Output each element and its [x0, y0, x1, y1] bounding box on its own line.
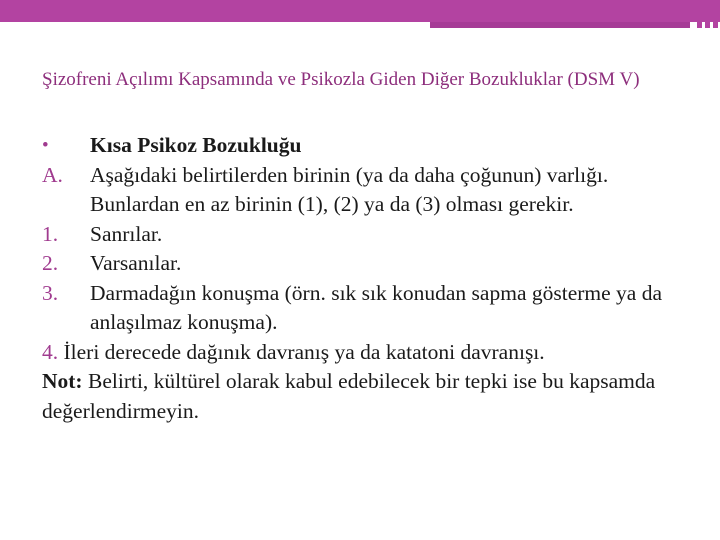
header-stripes — [697, 0, 720, 28]
heading-row — [42, 131, 692, 161]
header-bar-fill — [0, 0, 720, 22]
criterion-a-row — [42, 161, 692, 220]
header-stripe — [713, 0, 718, 28]
list-item-marker: 1. — [42, 221, 59, 246]
slide-title: Şizofreni Açılımı Kapsamında ve Psikozla Giden Diğer Bozukluklar (DSM V) — [42, 69, 640, 90]
list-item — [42, 249, 692, 279]
list-item-text: Varsanılar. — [90, 251, 182, 275]
list-item-text: Darmadağın konuşma (örn. sık sık konudan sapma gösterme ya da anlaşılmaz konuşma). — [90, 280, 663, 334]
list-item — [42, 220, 692, 250]
header-stripe — [705, 0, 710, 28]
bullet-marker: • — [42, 135, 49, 156]
criterion-a-marker: A. — [42, 162, 63, 187]
header-accent-bar — [430, 22, 690, 28]
list-item — [42, 338, 692, 368]
list-item-marker: 4. — [42, 339, 59, 364]
disorder-heading: Kısa Psikoz Bozukluğu — [90, 133, 302, 157]
list-item — [42, 279, 692, 338]
list-item-text: İleri derecede dağınık davranış ya da katatoni davranışı. — [63, 339, 545, 364]
list-item-marker: 2. — [42, 251, 59, 275]
note-label: Not: — [42, 369, 83, 393]
header-stripe — [697, 0, 702, 28]
note-text: Belirti, kültürel olarak kabul edebilecek bir tepki ise bu kapsamda değerlendirmeyin. — [42, 369, 656, 423]
criterion-a-text: Aşağıdaki belirtilerden birinin (ya da daha çoğunun) varlığı. Bunlardan en az birinin (1), (2) ya da (3) olması gerekir. — [90, 162, 609, 216]
list-item-text: Sanrılar. — [90, 221, 163, 246]
list-item-marker: 3. — [42, 280, 59, 305]
slide-content — [42, 131, 692, 426]
note-paragraph — [42, 367, 692, 426]
